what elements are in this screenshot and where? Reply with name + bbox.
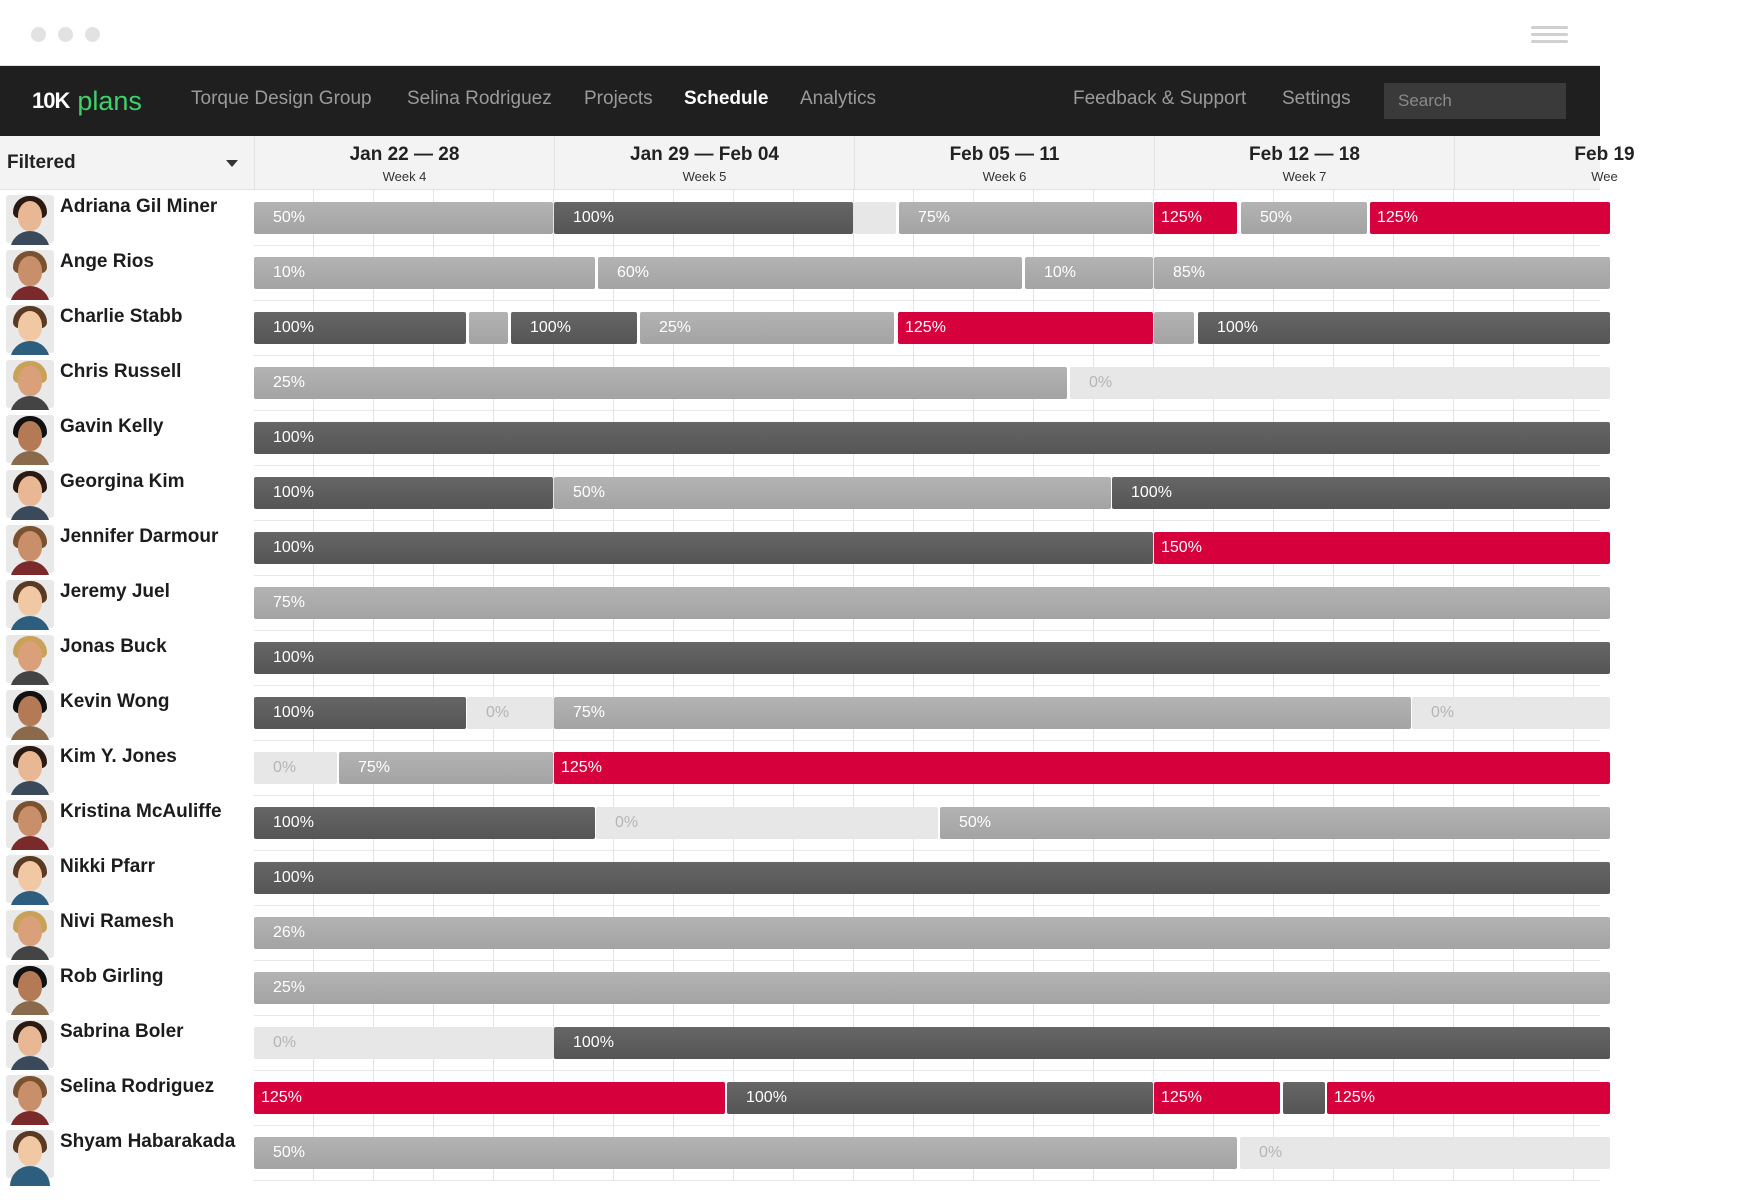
allocation-bar-red[interactable]: 125% [1370,202,1610,234]
person-row [0,1015,1600,1071]
week-number: Week 5 [682,169,727,184]
person-cell[interactable] [0,1070,254,1126]
person-name: Kristina McAuliffe [60,801,222,822]
avatar [6,1020,54,1068]
nav-settings[interactable]: Settings [1282,88,1351,109]
person-row [0,355,1600,411]
avatar [6,800,54,848]
allocation-bar-light[interactable]: 85% [1154,257,1610,289]
person-row [0,905,1600,961]
week-column-header [1154,136,1454,190]
allocation-lane [254,465,1600,521]
allocation-bar-empty[interactable]: 0% [1240,1137,1610,1169]
person-name: Adriana Gil Miner [60,196,218,217]
avatar [6,1130,54,1178]
person-name: Selina Rodriguez [60,1076,215,1097]
chevron-down-icon [226,160,238,167]
person-row [0,1070,1600,1126]
close-window-dot[interactable] [31,27,46,42]
allocation-bar-light[interactable]: 75% [254,587,1610,619]
allocation-bar-dark[interactable]: 100% [254,422,1610,454]
allocation-bar-empty[interactable]: 0% [254,1027,553,1059]
filter-dropdown[interactable] [0,136,254,190]
week-range: Feb 19 [1574,144,1635,165]
week-range: Jan 22 — 28 [349,144,460,165]
allocation-lane [254,630,1600,686]
person-name: Jeremy Juel [60,581,170,602]
person-cell[interactable] [0,1015,254,1071]
avatar [6,855,54,903]
person-name: Shyam Habarakada [60,1131,236,1152]
allocation-bar-empty[interactable] [854,202,896,234]
person-row [0,1125,1600,1181]
allocation-bar-dark[interactable]: 100% [254,477,553,509]
allocation-bar-dark[interactable]: 100% [1198,312,1610,344]
avatar [6,195,54,243]
zoom-window-dot[interactable] [85,27,100,42]
person-name: Nivi Ramesh [60,911,175,932]
allocation-bar-red[interactable]: 125% [1154,1082,1280,1114]
allocation-bar-light[interactable] [469,312,508,344]
allocation-bar-dark[interactable]: 100% [254,312,466,344]
person-cell[interactable] [0,465,254,521]
brand-plans-text: plans [77,85,142,116]
allocation-lane [254,410,1600,466]
avatar [6,305,54,353]
person-name: Nikki Pfarr [60,856,156,877]
allocation-bar-light[interactable]: 50% [254,1137,1237,1169]
allocation-lane [254,850,1600,906]
allocation-bar-light[interactable]: 75% [899,202,1153,234]
allocation-lane [254,795,1600,851]
window-titlebar [0,0,1600,66]
week-column-header [554,136,854,190]
person-row [0,190,1600,246]
allocation-lane [254,960,1600,1016]
allocation-bar-light[interactable]: 75% [339,752,553,784]
allocation-bar-dark[interactable]: 100% [254,532,1153,564]
minimize-window-dot[interactable] [58,27,73,42]
person-cell[interactable] [0,355,254,411]
allocation-bar-light[interactable]: 50% [940,807,1610,839]
person-row [0,410,1600,466]
person-row [0,795,1600,851]
allocation-lane [254,575,1600,631]
nav-feedback-support[interactable]: Feedback & Support [1073,88,1247,109]
person-row [0,245,1600,301]
nav-user[interactable]: Selina Rodriguez [407,88,552,109]
person-cell[interactable] [0,245,254,301]
allocation-bar-dark[interactable]: 100% [254,697,466,729]
allocation-bar-light[interactable] [1154,312,1194,344]
week-column-header [254,136,554,190]
person-name: Charlie Stabb [60,306,183,327]
allocation-lane [254,355,1600,411]
allocation-bar-dark[interactable]: 100% [254,642,1610,674]
allocation-bar-dark[interactable]: 100% [1112,477,1610,509]
person-name: Jennifer Darmour [60,526,219,547]
allocation-bar-light[interactable]: 50% [554,477,1111,509]
person-row [0,740,1600,796]
avatar [6,360,54,408]
allocation-lane [254,245,1600,301]
person-name: Georgina Kim [60,471,185,492]
allocation-bar-light[interactable]: 10% [1025,257,1153,289]
schedule-grid [0,190,1600,1200]
person-row [0,520,1600,576]
person-cell[interactable] [0,410,254,466]
top-navigation [0,66,1600,136]
nav-analytics[interactable]: Analytics [800,88,877,109]
brand-10k-text: 10K [32,88,70,113]
allocation-bar-empty[interactable]: 0% [467,697,553,729]
allocation-bar-dark[interactable]: 100% [254,862,1610,894]
person-cell[interactable] [0,685,254,741]
allocation-lane [254,1070,1600,1126]
person-row [0,850,1600,906]
allocation-bar-red[interactable]: 150% [1154,532,1610,564]
person-name: Kim Y. Jones [60,746,177,767]
allocation-lane [254,1015,1600,1071]
person-row [0,960,1600,1016]
allocation-lane [254,740,1600,796]
nav-projects[interactable]: Projects [584,88,653,109]
person-cell[interactable] [0,300,254,356]
allocation-bar-red[interactable]: 125% [554,752,1610,784]
brand-logo[interactable] [32,81,142,121]
person-cell[interactable] [0,630,254,686]
week-range: Feb 05 — 11 [949,144,1060,165]
allocation-bar-light[interactable]: 26% [254,917,1610,949]
allocation-bar-light[interactable]: 60% [598,257,1022,289]
allocation-lane [254,190,1600,246]
allocation-bar-light[interactable]: 75% [554,697,1411,729]
avatar [6,470,54,518]
person-name: Chris Russell [60,361,182,382]
allocation-bar-red[interactable]: 125% [898,312,1153,344]
allocation-bar-dark[interactable]: 100% [254,807,595,839]
week-header-row [254,136,1635,190]
nav-schedule[interactable]: Schedule [684,88,769,109]
person-row [0,300,1600,356]
week-number: Wee [1591,169,1618,184]
person-row [0,465,1600,521]
person-name: Ange Rios [60,251,154,272]
person-name: Gavin Kelly [60,416,164,437]
person-name: Jonas Buck [60,636,167,657]
avatar [6,690,54,738]
person-name: Kevin Wong [60,691,170,712]
avatar [6,1075,54,1123]
week-column-header [854,136,1154,190]
week-number: Week 4 [382,169,427,184]
allocation-bar-light[interactable]: 50% [1241,202,1367,234]
allocation-bar-light[interactable]: 25% [254,367,1067,399]
allocation-bar-red[interactable]: 125% [254,1082,725,1114]
person-cell[interactable] [0,520,254,576]
person-cell[interactable] [0,905,254,961]
allocation-bar-empty[interactable]: 0% [1070,367,1610,399]
avatar [6,415,54,463]
person-cell[interactable] [0,190,254,246]
allocation-bar-light[interactable]: 25% [640,312,894,344]
filter-label: Filtered [7,152,76,173]
allocation-lane [254,685,1600,741]
allocation-bar-dark[interactable]: 100% [727,1082,1153,1114]
person-name: Rob Girling [60,966,164,987]
person-name: Sabrina Boler [60,1021,184,1042]
hamburger-icon[interactable] [1531,26,1568,44]
avatar [6,580,54,628]
allocation-bar-dark[interactable]: 100% [554,202,853,234]
avatar [6,910,54,958]
person-cell[interactable] [0,795,254,851]
week-number: Week 7 [1282,169,1327,184]
person-cell[interactable] [0,740,254,796]
allocation-bar-light[interactable]: 10% [254,257,595,289]
search-input[interactable] [1384,83,1566,119]
allocation-lane [254,520,1600,576]
person-cell[interactable] [0,1125,254,1181]
allocation-bar-empty[interactable]: 0% [596,807,938,839]
avatar [6,250,54,298]
allocation-bar-red[interactable]: 125% [1154,202,1237,234]
avatar [6,525,54,573]
week-column-header [1454,136,1754,190]
allocation-bar-dark[interactable]: 100% [511,312,637,344]
allocation-lane [254,1125,1600,1181]
week-range: Jan 29 — Feb 04 [630,144,779,165]
person-cell[interactable] [0,960,254,1016]
avatar [6,745,54,793]
allocation-bar-empty[interactable]: 0% [1412,697,1610,729]
allocation-bar-light[interactable]: 25% [254,972,1610,1004]
person-row [0,630,1600,686]
week-range: Feb 12 — 18 [1249,144,1360,165]
allocation-bar-dark[interactable] [1283,1082,1325,1114]
allocation-bar-light[interactable]: 50% [254,202,553,234]
allocation-lane [254,905,1600,961]
allocation-bar-empty[interactable]: 0% [254,752,337,784]
allocation-bar-red[interactable]: 125% [1327,1082,1610,1114]
allocation-bar-dark[interactable]: 100% [554,1027,1610,1059]
avatar [6,965,54,1013]
nav-company[interactable]: Torque Design Group [191,88,372,109]
person-row [0,575,1600,631]
week-number: Week 6 [982,169,1027,184]
avatar [6,635,54,683]
person-row [0,685,1600,741]
person-cell[interactable] [0,850,254,906]
person-cell[interactable] [0,575,254,631]
allocation-lane [254,300,1600,356]
